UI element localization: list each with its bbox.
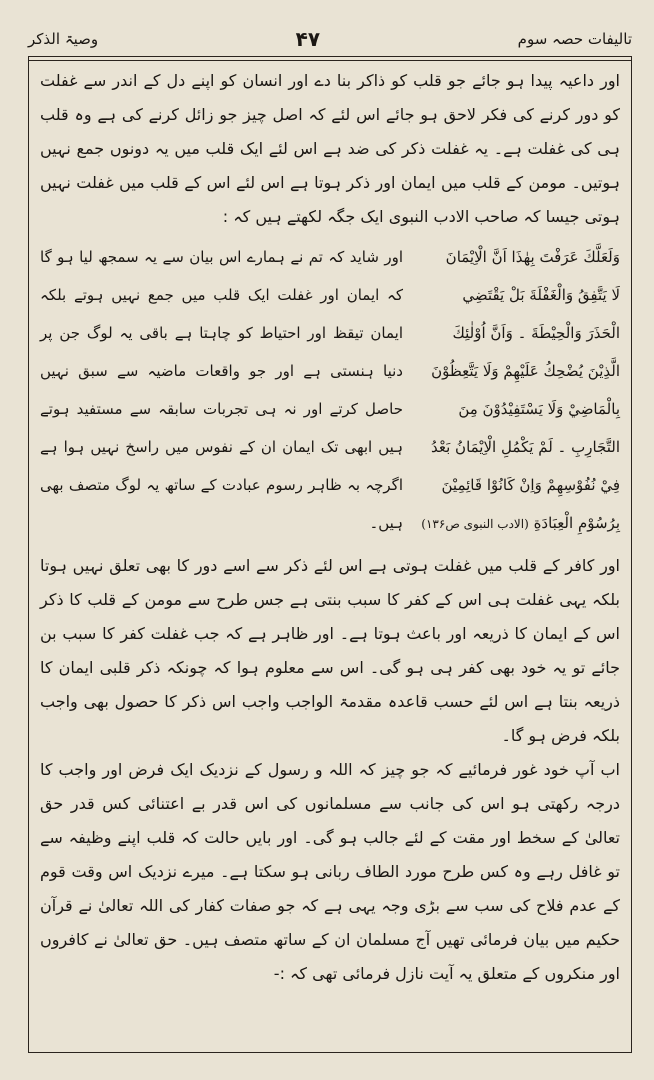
arabic-line: الَّذِيْنَ يُضْحِكُ عَلَيْهِمْ وَلَا يَتَّعِظُوْنَ <box>431 362 620 380</box>
arabic-line: بِالْمَاضِيْ وَلَا يَسْتَفِيْدُوْنَ مِنَ <box>458 400 620 418</box>
arabic-line: وَلَعَلَّكَ عَرَفْتَ بِهٰذَا اَنَّ الْاِيْمَانَ <box>445 248 620 266</box>
arabic-line: التَّجَارِبِ ۔ لَمْ يَكْمُلِ الْاِيْمَانُ بَعْدُ <box>431 438 620 456</box>
arabic-quote <box>415 238 620 543</box>
paragraph-kafir: اور کافر کے قلب میں غفلت ہوتی ہے اس لئے ذکر سے اسے دور کا بھی تعلق نہیں ہوتا بلکہ یہی غفلت ہی اس کے کفر کا سبب بنتی ہے جس طرح سے مومن کے قلب کا ذکر اس کے ایمان کا ذریعہ اور باعث ہوتا ہے۔ اور ظاہر ہے کہ جب غفلت کفر کا سبب بن جائے تو یہ خود بھی کفر ہی ہو گی۔ اس سے معلوم ہوا کہ چونکہ ذکر قلبی ایمان کا ذریعہ بنتا ہے اس لئے حسب قاعدہ مقدمۃ الواجب واجب اس ذکر کا حصول بھی واجب بلکہ فرض ہو گا۔ <box>40 556 620 745</box>
arabic-line: الْحَذَرَ وَالْحِيْطَةَ ۔ وَاَنَّ اُوْلٰئِكَ <box>452 324 620 342</box>
page-body <box>40 64 620 991</box>
section-title: وصیۃ الذکر <box>28 30 99 48</box>
arabic-line-last <box>415 504 620 543</box>
header-rule-inner <box>28 60 632 61</box>
header-rule <box>28 56 632 57</box>
arabic-line: بِرُسُوْمِ الْعِبَادَةِ <box>533 514 620 532</box>
quote-translation: اور شاید کہ تم نے ہمارے اس بیان سے یہ سمجھ لیا ہو گا کہ ایمان اور غفلت ایک قلب میں جمع نہیں ہوتے بلکہ ایمان تیقظ اور احتیاط کو چاہتا ہے باقی یہ لوگ جن پر دنیا ہنستی ہے اور جو واقعات ماضیہ سے سبق نہیں حاصل کرتے اور نہ ہی تجربات سابقہ سے مستفید ہوتے ہیں ابھی تک ایمان ان کے نفوس میں راسخ نہیں ہوا ہے اگرچہ بہ ظاہر رسوم عبادت کے ساتھ یہ لوگ متصف بھی ہیں۔ <box>40 248 403 532</box>
book-title: تالیفات حصہ سوم <box>517 30 632 48</box>
arabic-line: فِيْ نُفُوْسِهِمْ وَاِنْ كَانُوْا قَائِمِيْنَ <box>441 476 620 494</box>
page-border-left <box>28 56 29 1052</box>
arabic-line: لَا يَتَّفِقُ وَالْغَفْلَةَ بَلْ يَقْتَضِي <box>462 286 620 304</box>
page-number: ۴۷ <box>295 27 321 51</box>
page-header <box>28 22 632 56</box>
footer-rule <box>28 1052 632 1053</box>
intro-paragraph: اور داعیہ پیدا ہو جائے جو قلب کو ذاکر بنا دے اور انسان کو اپنے دل کے اندر سے غفلت کو دور کرنے کی فکر لاحق ہو جائے اس لئے کہ اصل چیز جو زائل کرنے کی ہے وہ قلب ہی کی غفلت ہے۔ یہ غفلت ذکر کی ضد ہے اس لئے ایک قلب میں یہ دونوں جمع نہیں ہوتیں۔ مومن کے قلب میں ایمان اور ذکر ہوتا ہے اس لئے اس کے قلب میں غفلت نہیں ہوتی جیسا کہ صاحب الادب النبوی ایک جگہ لکھتے ہیں کہ : <box>40 71 620 226</box>
quote-reference: (الادب النبوی ص۱۳۶) <box>421 517 529 531</box>
quote-block <box>40 238 620 543</box>
page-border-right <box>631 56 632 1052</box>
paragraph-reflection: اب آپ خود غور فرمائیے کہ جو چیز کہ اللہ و رسول کے نزدیک ایک فرض اور واجب کا درجہ رکھتی ہو اس کی جانب سے مسلمانوں کی اس قدر بے اعتنائی کس قدر حق تعالیٰ کے سخط اور مقت کے لئے جالب ہو گی۔ اور بایں حالت کہ قلب اپنے وظیفہ سے تو غافل رہے وہ کس طرح مورد الطاف ربانی ہو سکتا ہے۔ میرے نزدیک اس وقت قوم کے عدم فلاح کی سب سے بڑی وجہ یہی ہے کہ جو صفات کفار کی اللہ تعالیٰ نے قرآن حکیم میں بیان فرمائی تھیں آج مسلمان ان کے ساتھ متصف ہیں۔ حق تعالیٰ نے کافروں اور منکروں کے متعلق یہ آیت نازل فرمائی تھی کہ :- <box>40 760 620 983</box>
